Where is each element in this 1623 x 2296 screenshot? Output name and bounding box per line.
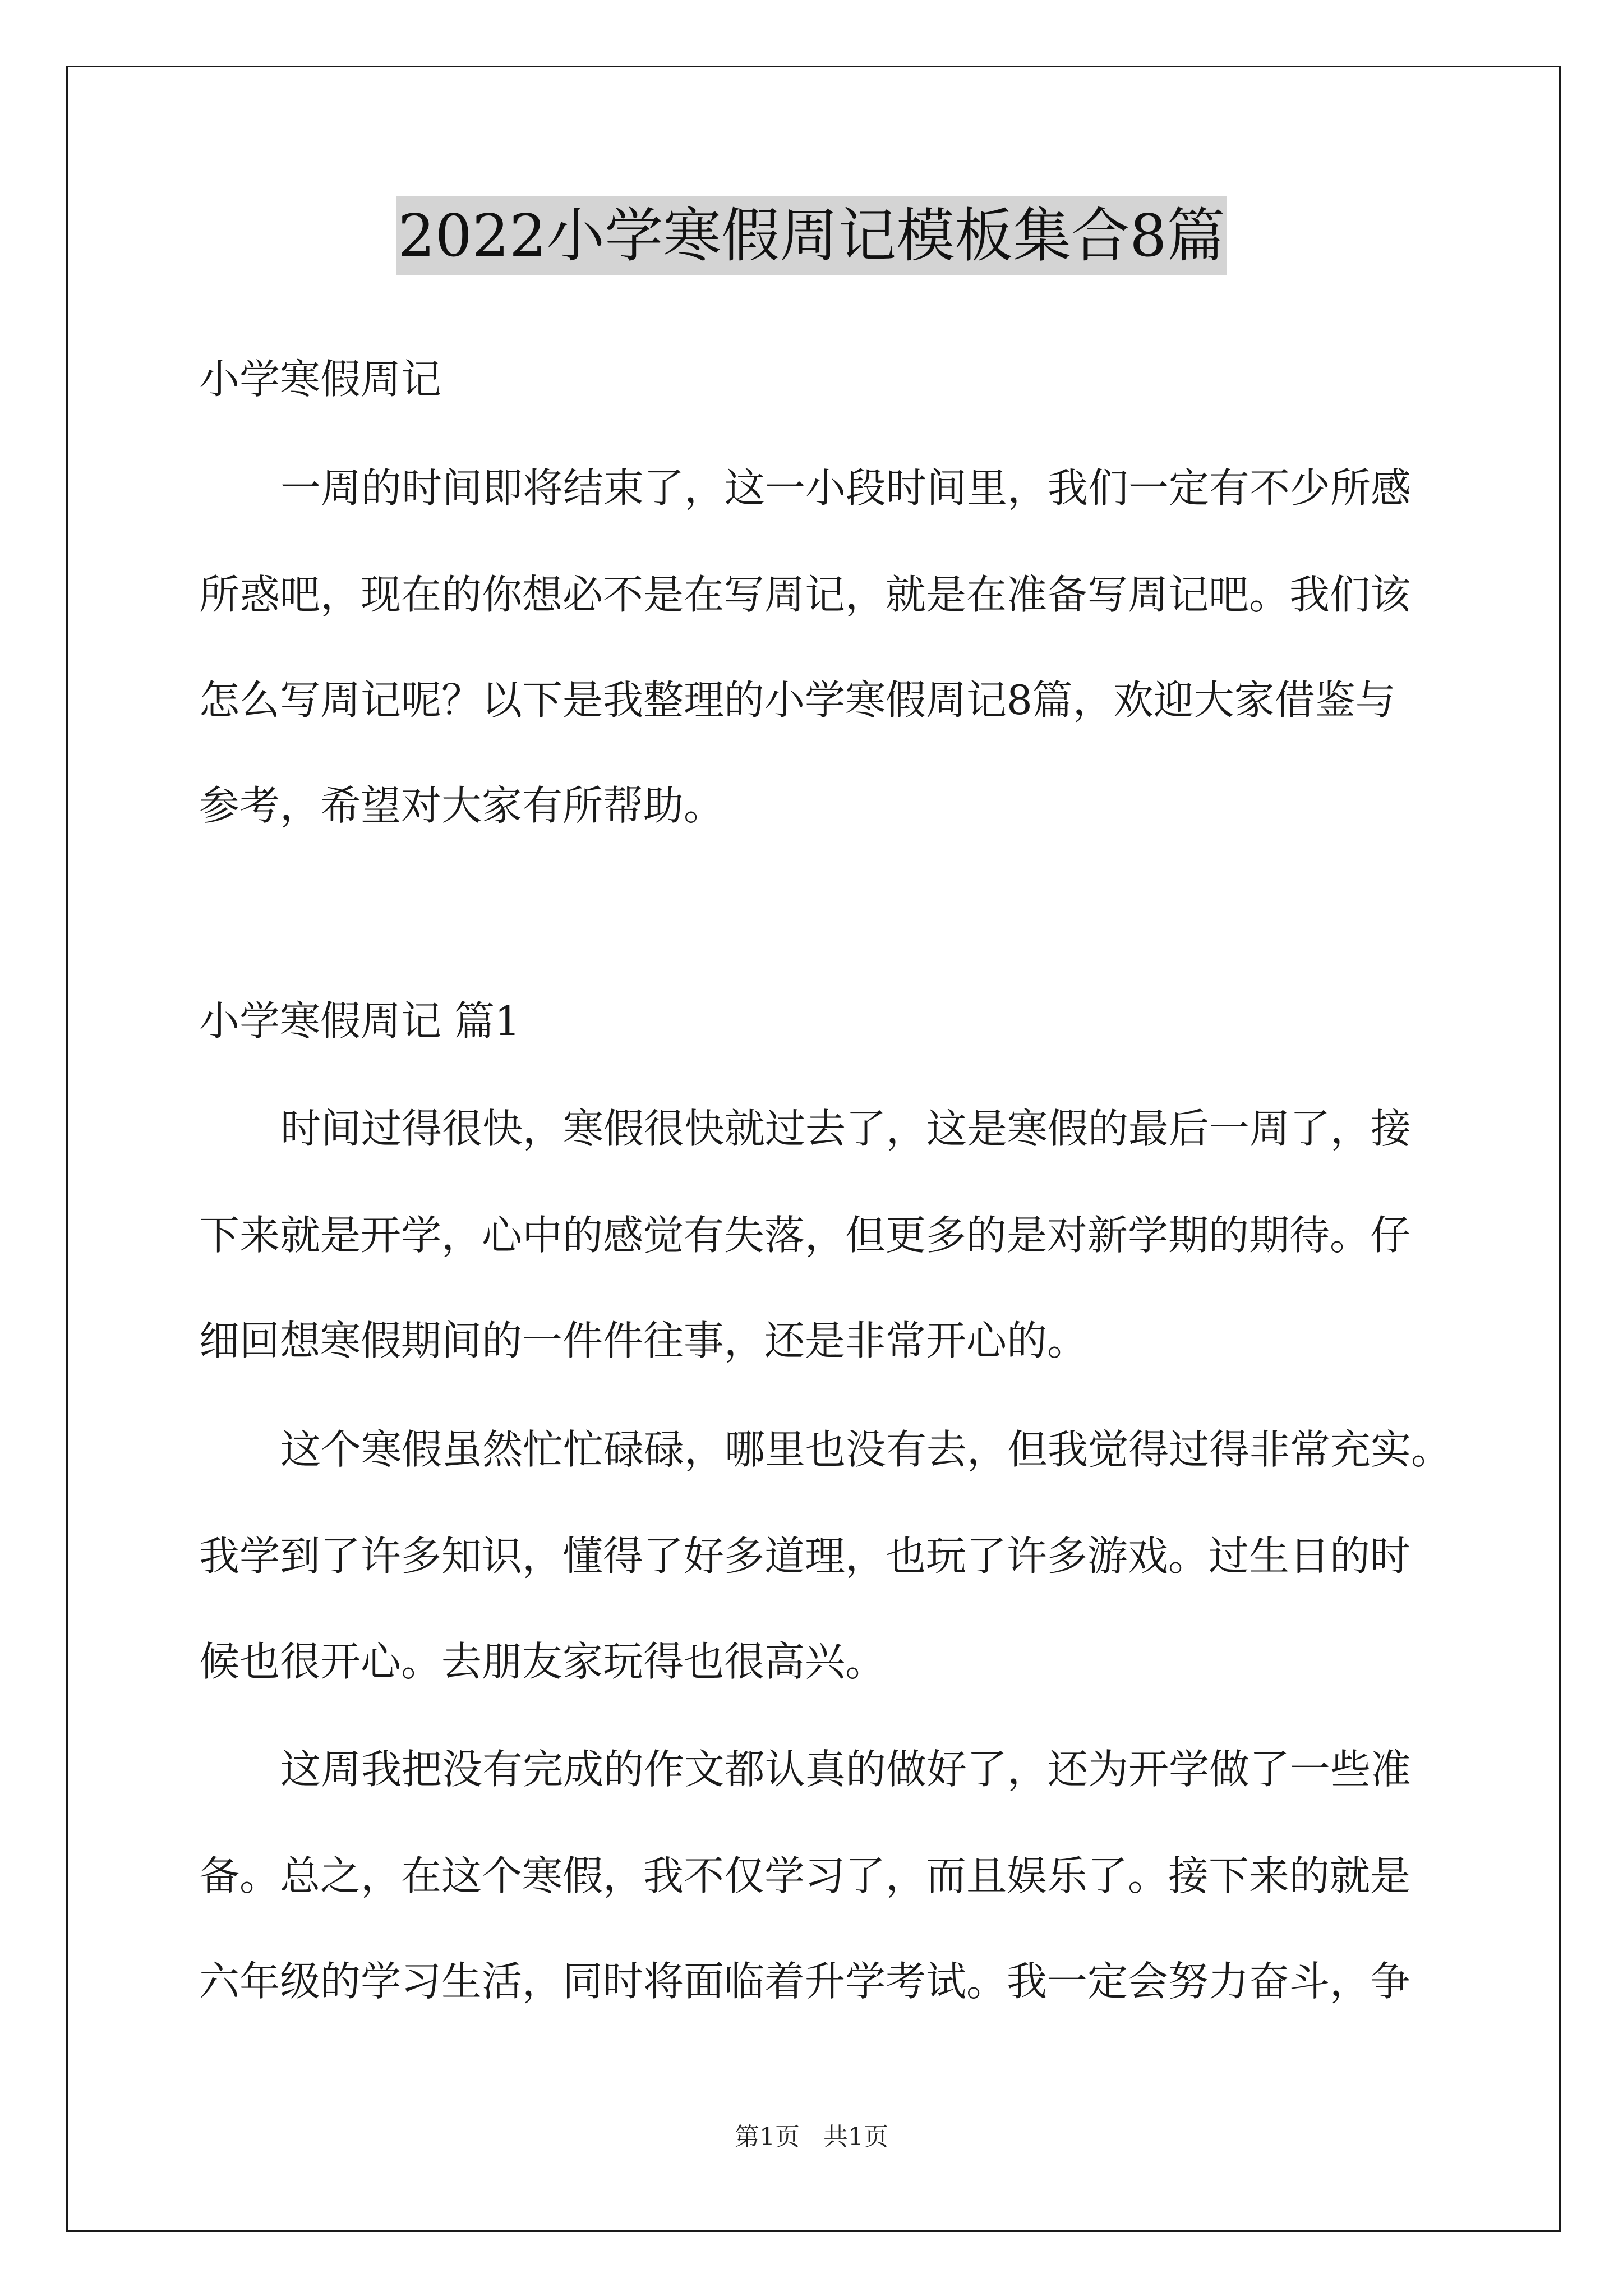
paragraph-line: 我学到了许多知识，懂得了好多道理，也玩了许多游戏。过生日的时 [199,1533,1411,1580]
section-heading: 小学寒假周记 篇1 [199,997,520,1045]
page-number: 第1页 共1页 [735,2123,888,2151]
intro-heading: 小学寒假周记 [199,356,442,403]
paragraph-line: 细回想寒假期间的一件件往事，还是非常开心的。 [199,1317,1088,1364]
paragraph-line: 这个寒假虽然忙忙碌碌，哪里也没有去，但我觉得过得非常充实。 [280,1426,1452,1473]
intro-line: 参考，希望对大家有所帮助。 [199,782,725,829]
paragraph-line: 这周我把没有完成的作文都认真的做好了，还为开学做了一些准 [280,1746,1412,1793]
paragraph-line: 下来就是开学，心中的感觉有失落，但更多的是对新学期的期待。仔 [199,1212,1411,1259]
paragraph-line: 六年级的学习生活，同时将面临着升学考试。我一定会努力奋斗，争 [199,1958,1411,2005]
page-footer [0,2120,1623,2154]
paragraph-line: 时间过得很快，寒假很快就过去了，这是寒假的最后一周了，接 [280,1105,1412,1152]
intro-line: 怎么写周记呢？以下是我整理的小学寒假周记8篇，欢迎大家借鉴与 [199,677,1396,724]
title-container [0,196,1623,275]
paragraph-line: 候也很开心。去朋友家玩得也很高兴。 [199,1638,886,1685]
document-title: 2022小学寒假周记模板集合8篇 [396,196,1228,275]
intro-line: 所惑吧，现在的你想必不是在写周记，就是在准备写周记吧。我们该 [199,571,1411,618]
intro-line: 一周的时间即将结束了，这一小段时间里，我们一定有不少所感 [280,464,1412,512]
paragraph-line: 备。总之，在这个寒假，我不仅学习了，而且娱乐了。接下来的就是 [199,1852,1411,1899]
